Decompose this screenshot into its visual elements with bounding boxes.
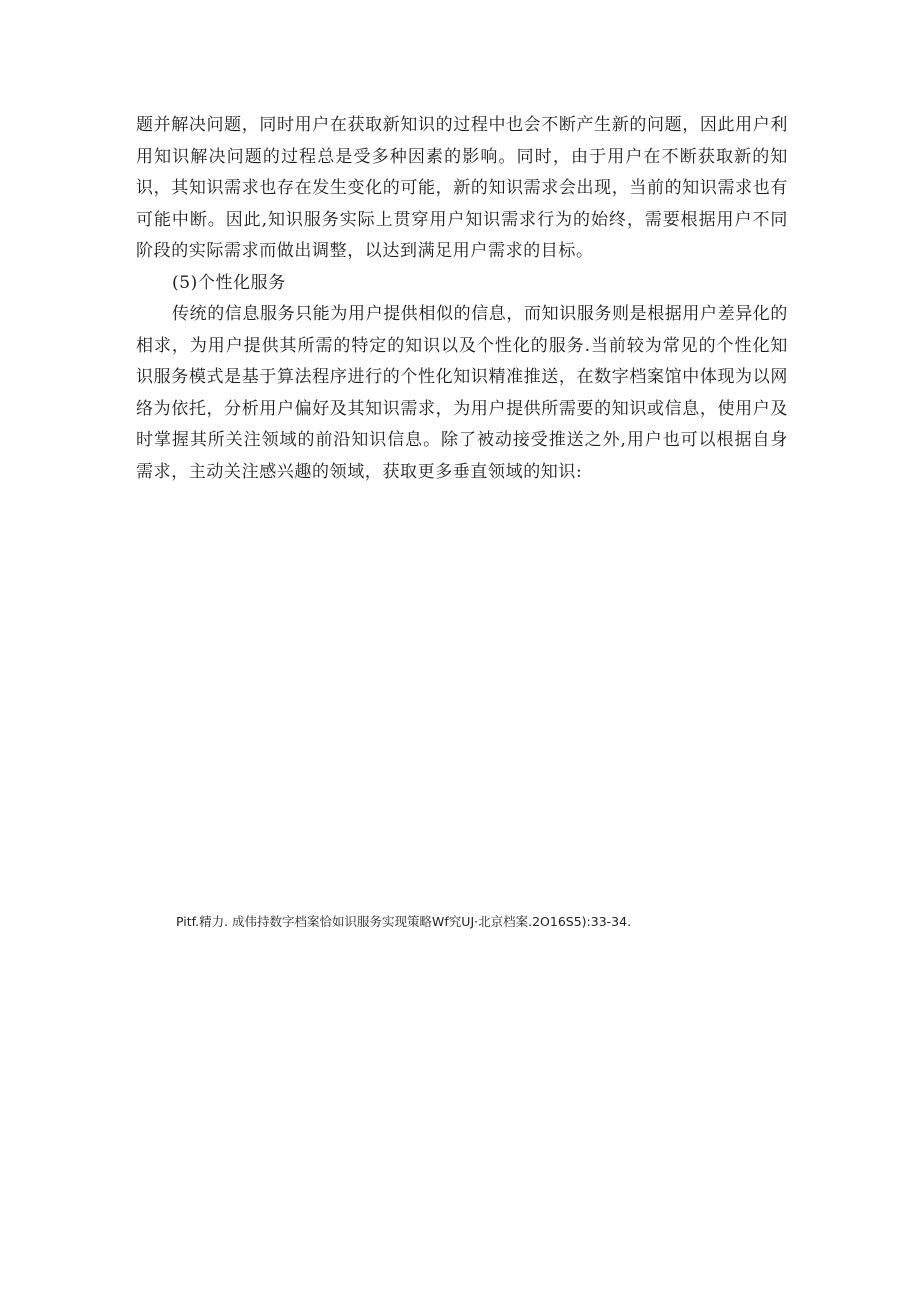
document-body [136, 110, 788, 488]
paragraph-continued: 题并解决问题，同时用户在获取新知识的过程中也会不断产生新的问题，因此用户利用知识解决问题的过程总是受多种因素的影响。同时，由于用户在不断获取新的知识，其知识需求也存在发生变化的可能，新的知识需求会出现，当前的知识需求也有可能中断。因此,知识服务实际上贯穿用户知识需求行为的始终，需要根据用户不同阶段的实际需求而做出调整，以达到满足用户需求的目标。 [136, 115, 788, 261]
paragraph-personalized-service: 传统的信息服务只能为用户提供相似的信息，而知识服务则是根据用户差异化的相求，为用户提供其所需的特定的知识以及个性化的服务.当前较为常见的个性化知识服务模式是基于算法程序进行的个性化知识精准推送，在数字档案馆中体现为以网络为依托，分析用户偏好及其知识需求，为用户提供所需要的知识或信息，使用户及时掌握其所关注领域的前沿知识信息。除了被动接受推送之外,用户也可以根据自身需求，主动关注感兴趣的领域，获取更多垂直领域的知识: [136, 304, 788, 482]
footnote: Pitf.精力. 成伟持数字档案恰如识服务实现策略Wf究UJ·北京档案.2O16S5):33-34. [176, 914, 632, 929]
section-heading: (5)个性化服务 [172, 272, 286, 293]
